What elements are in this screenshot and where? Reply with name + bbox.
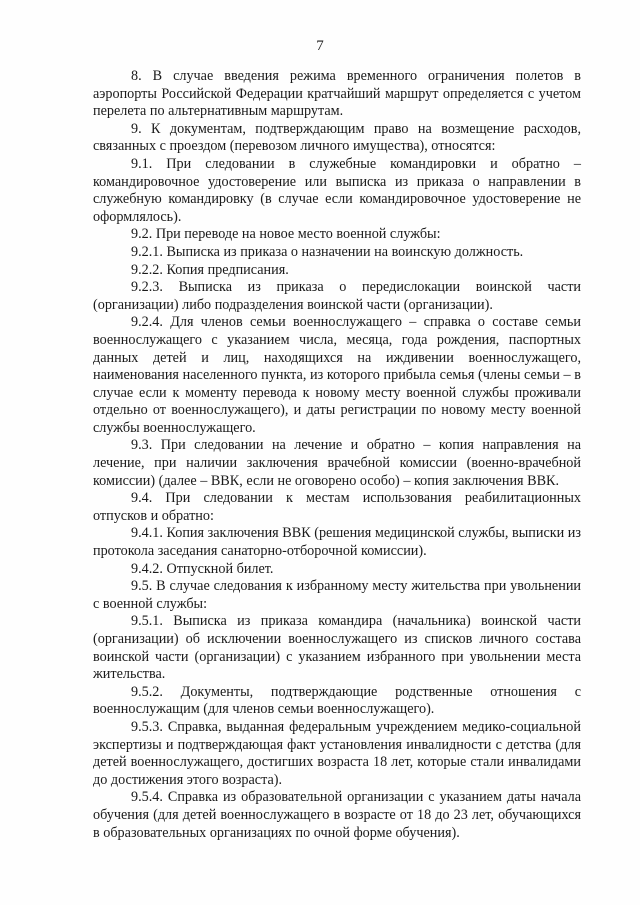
document-body bbox=[93, 68, 581, 842]
paragraph-9-2-2: 9.2.2. Копия предписания. bbox=[131, 261, 289, 278]
paragraph-9-5-4: 9.5.4. Справка из образовательной организации с указанием даты начала обучения (для детей военнослужащего в возрасте от 18 до 23 лет, обучающихся в образовательных организациях по очной форме обучения). bbox=[93, 789, 581, 841]
paragraph-9-2: 9.2. При переводе на новое место военной службы: bbox=[131, 226, 441, 243]
paragraph-9-4: 9.4. При следовании к местам использования реабилитационных отпусков и обратно: bbox=[93, 490, 581, 524]
paragraph-9-1: 9.1. При следовании в служебные командировки и обратно – командировочное удостоверение или выписка из приказа о направлении в служебную командировку (в случае если командировочное удостоверение не оформлялось). bbox=[93, 155, 581, 225]
paragraph-9-2-3: 9.2.3. Выписка из приказа о передислокации воинской части (организации) либо подразделения воинской части (организации). bbox=[93, 279, 581, 313]
paragraph-9-2-1: 9.2.1. Выписка из приказа о назначении на воинскую должность. bbox=[131, 243, 524, 260]
paragraph-9-5: 9.5. В случае следования к избранному месту жительства при увольнении с военной службы: bbox=[93, 578, 581, 612]
paragraph-9-5-3: 9.5.3. Справка, выданная федеральным учреждением медико-социальной экспертизы и подтверждающая факт установления инвалидности с детства (для детей военнослужащего, достигших возраста 18 лет, которые стали инвалидами до достижения этого возраста). bbox=[93, 718, 581, 788]
paragraph-9-2-4: 9.2.4. Для членов семьи военнослужащего – справка о составе семьи военнослужащего с указанием числа, месяца, года рождения, паспортных данных детей и лиц, находящихся на иждивении военнослужащего, наименования населенного пункта, из которого прибыла семья (члены семьи – в случае если к моменту перевода к новому месту военной службы проживали отдельно от военнослужащего), и даты регистрации по новому месту военной службы военнослужащего. bbox=[93, 314, 581, 436]
paragraph-8: 8. В случае введения режима временного ограничения полетов в аэропорты Российской Федерации кратчайший маршрут определяется с учетом перелета по альтернативным маршрутам. bbox=[93, 68, 581, 120]
paragraph-9-5-2: 9.5.2. Документы, подтверждающие родственные отношения с военнослужащим (для членов семьи военнослужащего). bbox=[93, 683, 581, 718]
paragraph-9-4-1: 9.4.1. Копия заключения ВВК (решения медицинской службы, выписки из протокола заседания санаторно-отборочной комиссии). bbox=[93, 525, 581, 560]
paragraph-9-3: 9.3. При следовании на лечение и обратно – копия направления на лечение, при наличии заключения врачебной комиссии (военно-врачебной комиссии) (далее – ВВК, если не оговорено особо) – копия заключения ВВК. bbox=[93, 437, 581, 489]
paragraph-9: 9. К документам, подтверждающим право на возмещение расходов, связанных с проездом (перевозом личного имущества), относятся: bbox=[93, 120, 581, 155]
paragraph-9-5-1: 9.5.1. Выписка из приказа командира (начальника) воинской части (организации) об исключении военнослужащего из списков личного состава воинской части (организации) с указанием избранного при увольнении места жительства. bbox=[93, 613, 581, 683]
paragraph-9-4-2: 9.4.2. Отпускной билет. bbox=[131, 560, 274, 577]
page-number: 7 bbox=[316, 38, 324, 54]
